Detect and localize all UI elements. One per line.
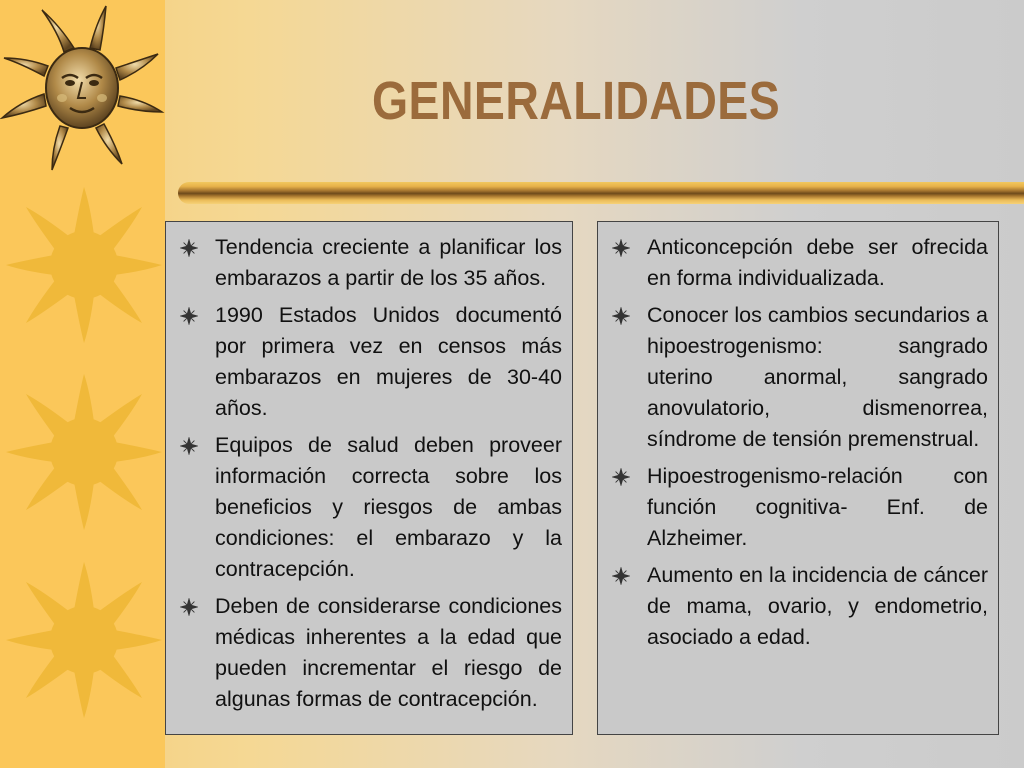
- star-bullet-icon: [180, 307, 198, 325]
- list-item: [180, 430, 562, 585]
- sun-icon: [4, 560, 164, 720]
- star-bullet-icon: [180, 239, 198, 257]
- star-bullet-icon: [612, 567, 630, 585]
- bullet-text: Tendencia creciente a planificar los embarazos a partir de los 35 años.: [215, 235, 562, 290]
- bullet-text: Aumento en la incidencia de cáncer de mama, ovario, y endometrio, asociado a edad.: [647, 563, 988, 649]
- page-title: GENERALIDADES: [372, 71, 781, 131]
- star-bullet-icon: [612, 239, 630, 257]
- bullet-text: Hipoestrogenismo-relación con función cognitiva- Enf. de Alzheimer.: [647, 464, 988, 550]
- sun-face-icon: [0, 0, 165, 175]
- star-bullet-icon: [180, 598, 198, 616]
- bullet-text: Equipos de salud deben proveer información correcta sobre los beneficios y riesgos de ambas condiciones: el embarazo y la contracepción.: [215, 433, 562, 581]
- list-item: [612, 300, 988, 455]
- bullet-text: Deben de considerarse condiciones médicas inherentes a la edad que pueden incrementar el riesgo de algunas formas de contracepción.: [215, 594, 562, 711]
- title-divider: [178, 182, 1024, 204]
- bullet-text: 1990 Estados Unidos documentó por primera vez en censos más embarazos en mujeres de 30-40 años.: [215, 303, 562, 420]
- list-item: [612, 560, 988, 653]
- bullet-text: Conocer los cambios secundarios a hipoestrogenismo: sangrado uterino anormal, sangrado anovulatorio, dismenorrea, síndrome de tensión premenstrual.: [647, 303, 988, 451]
- sun-icon: [4, 185, 164, 345]
- list-item: [612, 461, 988, 554]
- list-item: [180, 232, 562, 294]
- list-item: [180, 300, 562, 424]
- bullet-text: Anticoncepción debe ser ofrecida en forma individualizada.: [647, 235, 988, 290]
- sun-icon: [4, 372, 164, 532]
- star-bullet-icon: [180, 437, 198, 455]
- list-item: [612, 232, 988, 294]
- list-item: [180, 591, 562, 715]
- left-bullet-list: [180, 232, 562, 715]
- star-bullet-icon: [612, 468, 630, 486]
- star-bullet-icon: [612, 307, 630, 325]
- right-bullet-list: [612, 232, 988, 653]
- left-content-box: [165, 221, 573, 735]
- right-content-box: [597, 221, 999, 735]
